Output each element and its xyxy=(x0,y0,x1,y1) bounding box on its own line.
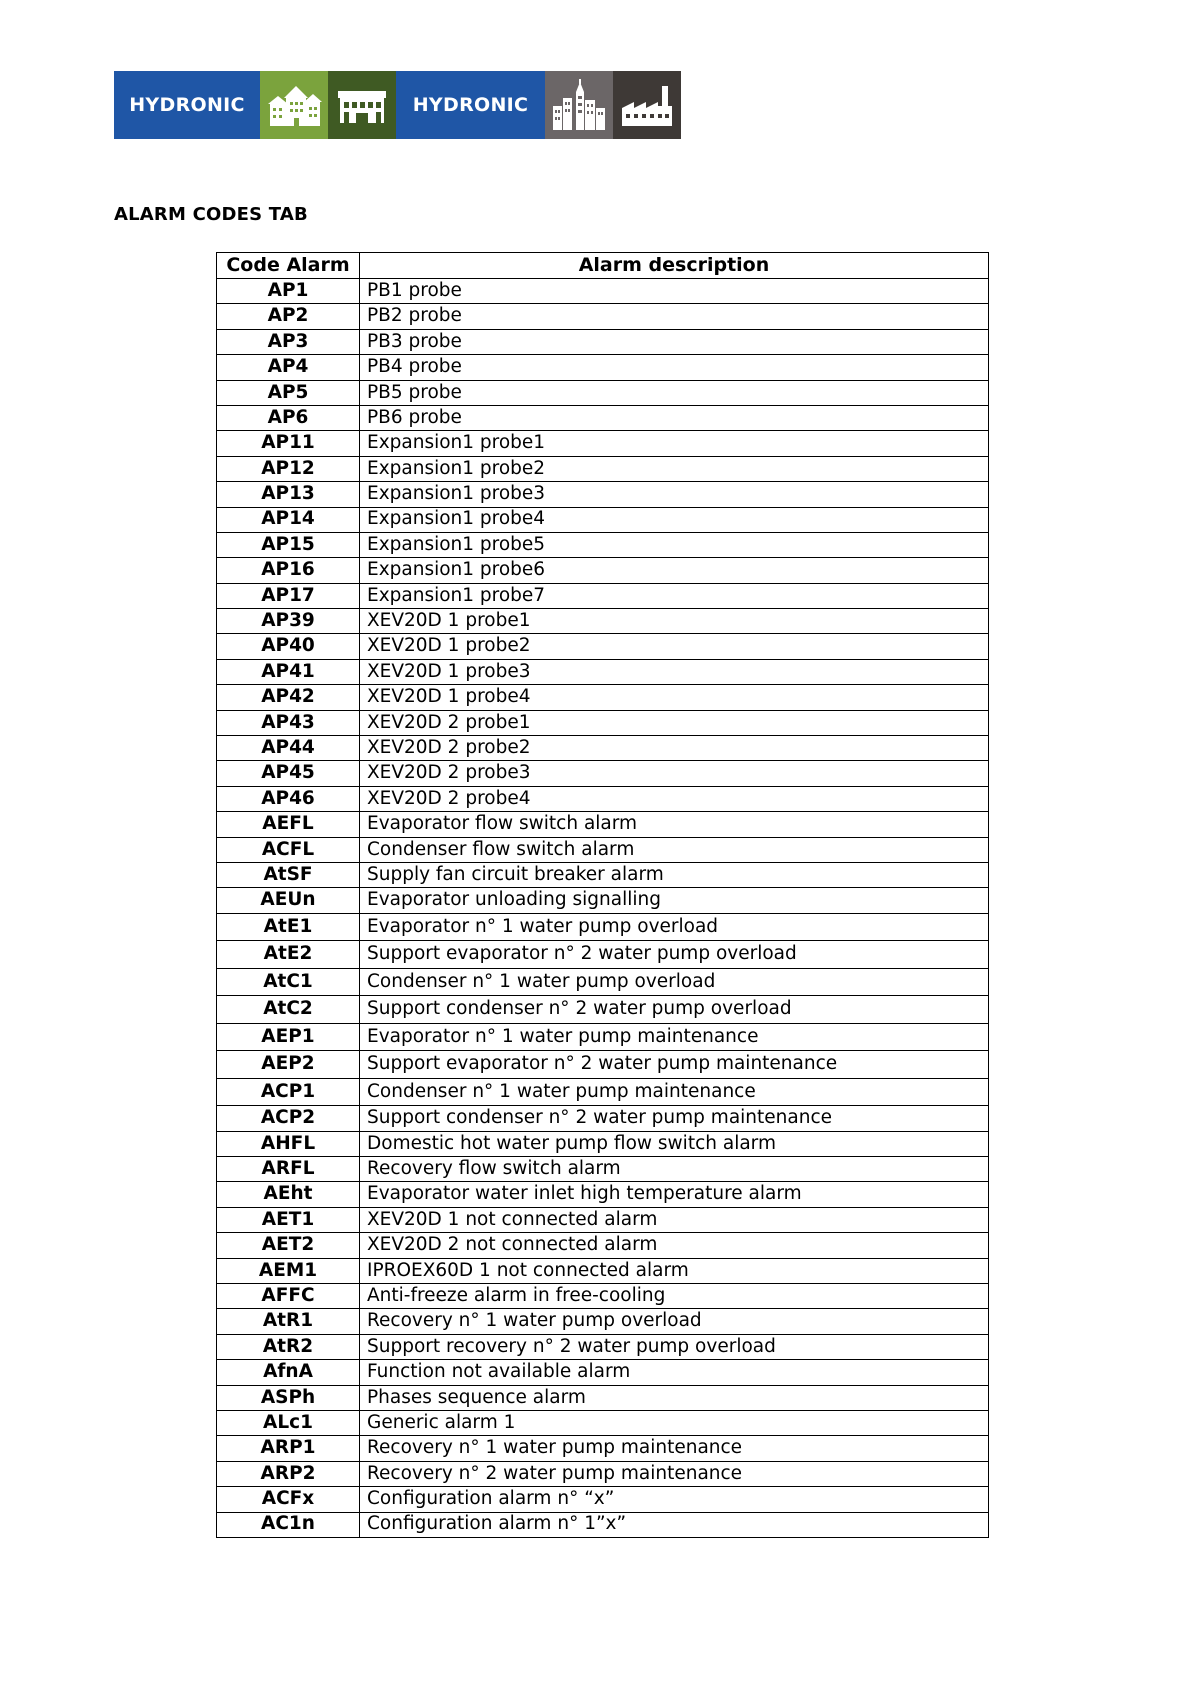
factory-icon xyxy=(613,71,681,139)
table-row xyxy=(217,1207,989,1232)
alarm-code-cell: AP17 xyxy=(217,583,360,608)
alarm-description-cell: Function not available alarm xyxy=(360,1360,989,1385)
alarm-description-cell: Support condenser n° 2 water pump maintenance xyxy=(360,1106,989,1131)
alarm-code-cell: ACP2 xyxy=(217,1106,360,1131)
alarm-description-cell: Generic alarm 1 xyxy=(360,1410,989,1435)
alarm-code-cell: AtC1 xyxy=(217,968,360,996)
alarm-description-cell: Condenser flow switch alarm xyxy=(360,837,989,862)
alarm-code-cell: AP12 xyxy=(217,456,360,481)
column-header-description: Alarm description xyxy=(360,253,989,279)
table-header-row xyxy=(217,253,989,279)
alarm-description-cell: XEV20D 1 not connected alarm xyxy=(360,1207,989,1232)
table-row xyxy=(217,1051,989,1079)
alarm-code-cell: AP5 xyxy=(217,380,360,405)
alarm-description-cell: Evaporator n° 1 water pump overload xyxy=(360,913,989,941)
alarm-code-cell: ASPh xyxy=(217,1385,360,1410)
alarm-description-cell: XEV20D 2 probe2 xyxy=(360,736,989,761)
table-row xyxy=(217,1410,989,1435)
alarm-code-cell: AEP1 xyxy=(217,1023,360,1051)
table-row xyxy=(217,329,989,354)
alarm-description-cell: PB2 probe xyxy=(360,304,989,329)
alarm-code-cell: AtSF xyxy=(217,862,360,887)
alarm-description-cell: XEV20D 1 probe1 xyxy=(360,609,989,634)
alarm-description-cell: Phases sequence alarm xyxy=(360,1385,989,1410)
alarm-description-cell: Expansion1 probe2 xyxy=(360,456,989,481)
table-row xyxy=(217,685,989,710)
table-row xyxy=(217,888,989,913)
alarm-code-cell: AP44 xyxy=(217,736,360,761)
table-row xyxy=(217,634,989,659)
alarm-code-cell: ACP1 xyxy=(217,1078,360,1106)
alarm-code-cell: ALc1 xyxy=(217,1410,360,1435)
alarm-description-cell: IPROEX60D 1 not connected alarm xyxy=(360,1258,989,1283)
alarm-description-cell: Evaporator water inlet high temperature alarm xyxy=(360,1182,989,1207)
alarm-description-cell: Support evaporator n° 2 water pump overload xyxy=(360,941,989,969)
table-row xyxy=(217,482,989,507)
alarm-description-cell: Recovery flow switch alarm xyxy=(360,1157,989,1182)
table-row xyxy=(217,786,989,811)
alarm-code-cell: AtR1 xyxy=(217,1309,360,1334)
alarm-description-cell: Expansion1 probe3 xyxy=(360,482,989,507)
table-row xyxy=(217,812,989,837)
alarm-code-cell: AC1n xyxy=(217,1512,360,1537)
alarm-description-cell: PB3 probe xyxy=(360,329,989,354)
table-row xyxy=(217,1106,989,1131)
alarm-description-cell: XEV20D 2 probe1 xyxy=(360,710,989,735)
alarm-description-cell: Expansion1 probe1 xyxy=(360,431,989,456)
column-header-code: Code Alarm xyxy=(217,253,360,279)
table-row xyxy=(217,1461,989,1486)
alarm-code-cell: AP39 xyxy=(217,609,360,634)
table-row xyxy=(217,1182,989,1207)
table-row xyxy=(217,736,989,761)
table-row xyxy=(217,1512,989,1537)
alarm-description-cell: PB1 probe xyxy=(360,279,989,304)
alarm-code-cell: AP43 xyxy=(217,710,360,735)
alarm-code-cell: AP6 xyxy=(217,405,360,430)
table-row xyxy=(217,941,989,969)
alarm-description-cell: Evaporator unloading signalling xyxy=(360,888,989,913)
page-title: ALARM CODES TAB xyxy=(114,204,308,225)
alarm-description-cell: Support condenser n° 2 water pump overload xyxy=(360,996,989,1024)
alarm-code-cell: AP45 xyxy=(217,761,360,786)
table-row xyxy=(217,1078,989,1106)
table-row xyxy=(217,1284,989,1309)
table-row xyxy=(217,913,989,941)
alarm-description-cell: Configuration alarm n° “x” xyxy=(360,1487,989,1512)
alarm-description-cell: Expansion1 probe6 xyxy=(360,558,989,583)
alarm-description-cell: Evaporator n° 1 water pump maintenance xyxy=(360,1023,989,1051)
alarm-code-cell: AET1 xyxy=(217,1207,360,1232)
table-row xyxy=(217,1309,989,1334)
table-row xyxy=(217,862,989,887)
table-row xyxy=(217,355,989,380)
alarm-code-cell: AEFL xyxy=(217,812,360,837)
table-row xyxy=(217,405,989,430)
table-row xyxy=(217,532,989,557)
table-row xyxy=(217,1385,989,1410)
alarm-code-cell: ARP2 xyxy=(217,1461,360,1486)
alarm-description-cell: Recovery n° 1 water pump maintenance xyxy=(360,1436,989,1461)
header-banner xyxy=(114,71,681,139)
alarm-code-cell: AP46 xyxy=(217,786,360,811)
alarm-code-cell: AP42 xyxy=(217,685,360,710)
alarm-code-cell: AP2 xyxy=(217,304,360,329)
alarm-code-cell: AP13 xyxy=(217,482,360,507)
alarm-description-cell: Recovery n° 2 water pump maintenance xyxy=(360,1461,989,1486)
alarm-description-cell: XEV20D 1 probe3 xyxy=(360,659,989,684)
alarm-description-cell: Expansion1 probe5 xyxy=(360,532,989,557)
table-row xyxy=(217,507,989,532)
residential-houses-icon xyxy=(260,71,328,139)
table-row xyxy=(217,1360,989,1385)
alarm-code-cell: AP4 xyxy=(217,355,360,380)
alarm-code-cell: AtE2 xyxy=(217,941,360,969)
banner-label-right: HYDRONIC xyxy=(396,71,545,139)
table-row xyxy=(217,279,989,304)
table-row xyxy=(217,837,989,862)
alarm-code-cell: AEM1 xyxy=(217,1258,360,1283)
alarm-description-cell: PB6 probe xyxy=(360,405,989,430)
alarm-description-cell: XEV20D 2 not connected alarm xyxy=(360,1233,989,1258)
alarm-description-cell: XEV20D 1 probe2 xyxy=(360,634,989,659)
alarm-description-cell: Expansion1 probe4 xyxy=(360,507,989,532)
alarm-code-cell: AP15 xyxy=(217,532,360,557)
alarm-description-cell: XEV20D 1 probe4 xyxy=(360,685,989,710)
table-row xyxy=(217,1157,989,1182)
alarm-description-cell: Supply fan circuit breaker alarm xyxy=(360,862,989,887)
alarm-code-cell: ARP1 xyxy=(217,1436,360,1461)
alarm-code-cell: AEUn xyxy=(217,888,360,913)
table-row xyxy=(217,1487,989,1512)
alarm-description-cell: Support recovery n° 2 water pump overload xyxy=(360,1334,989,1359)
alarm-code-cell: ARFL xyxy=(217,1157,360,1182)
table-row xyxy=(217,558,989,583)
table-row xyxy=(217,380,989,405)
table-row xyxy=(217,609,989,634)
alarm-description-cell: Support evaporator n° 2 water pump maintenance xyxy=(360,1051,989,1079)
alarm-description-cell: XEV20D 2 probe3 xyxy=(360,761,989,786)
alarm-code-cell: AHFL xyxy=(217,1131,360,1156)
table-row xyxy=(217,1233,989,1258)
table-row xyxy=(217,1436,989,1461)
alarm-description-cell: XEV20D 2 probe4 xyxy=(360,786,989,811)
table-row xyxy=(217,996,989,1024)
table-row xyxy=(217,304,989,329)
alarm-code-cell: AET2 xyxy=(217,1233,360,1258)
alarm-code-cell: AP1 xyxy=(217,279,360,304)
table-row xyxy=(217,1334,989,1359)
table-row xyxy=(217,761,989,786)
alarm-code-cell: AtE1 xyxy=(217,913,360,941)
alarm-code-cell: ACFL xyxy=(217,837,360,862)
alarm-description-cell: Expansion1 probe7 xyxy=(360,583,989,608)
alarm-code-cell: AP14 xyxy=(217,507,360,532)
alarm-description-cell: Condenser n° 1 water pump overload xyxy=(360,968,989,996)
alarm-code-cell: AfnA xyxy=(217,1360,360,1385)
alarm-description-cell: PB5 probe xyxy=(360,380,989,405)
alarm-code-cell: AEht xyxy=(217,1182,360,1207)
table-row xyxy=(217,1023,989,1051)
table-row xyxy=(217,1131,989,1156)
alarm-code-cell: AP11 xyxy=(217,431,360,456)
table-row xyxy=(217,456,989,481)
table-row xyxy=(217,1258,989,1283)
alarm-code-cell: AP41 xyxy=(217,659,360,684)
table-row xyxy=(217,659,989,684)
alarm-codes-table xyxy=(216,252,989,1538)
alarm-code-cell: AP16 xyxy=(217,558,360,583)
alarm-code-cell: AFFC xyxy=(217,1284,360,1309)
alarm-code-cell: AP40 xyxy=(217,634,360,659)
alarm-description-cell: Anti-freeze alarm in free-cooling xyxy=(360,1284,989,1309)
alarm-description-cell: Evaporator flow switch alarm xyxy=(360,812,989,837)
table-row xyxy=(217,431,989,456)
table-row xyxy=(217,968,989,996)
alarm-description-cell: PB4 probe xyxy=(360,355,989,380)
alarm-code-cell: ACFx xyxy=(217,1487,360,1512)
alarm-description-cell: Configuration alarm n° 1”x” xyxy=(360,1512,989,1537)
banner-label-left: HYDRONIC xyxy=(114,71,260,139)
table-row xyxy=(217,710,989,735)
alarm-description-cell: Condenser n° 1 water pump maintenance xyxy=(360,1078,989,1106)
table-row xyxy=(217,583,989,608)
alarm-description-cell: Domestic hot water pump flow switch alarm xyxy=(360,1131,989,1156)
alarm-code-cell: AEP2 xyxy=(217,1051,360,1079)
commercial-building-icon xyxy=(328,71,396,139)
alarm-code-cell: AP3 xyxy=(217,329,360,354)
alarm-code-cell: AtC2 xyxy=(217,996,360,1024)
alarm-code-cell: AtR2 xyxy=(217,1334,360,1359)
city-skyline-icon xyxy=(545,71,613,139)
alarm-description-cell: Recovery n° 1 water pump overload xyxy=(360,1309,989,1334)
